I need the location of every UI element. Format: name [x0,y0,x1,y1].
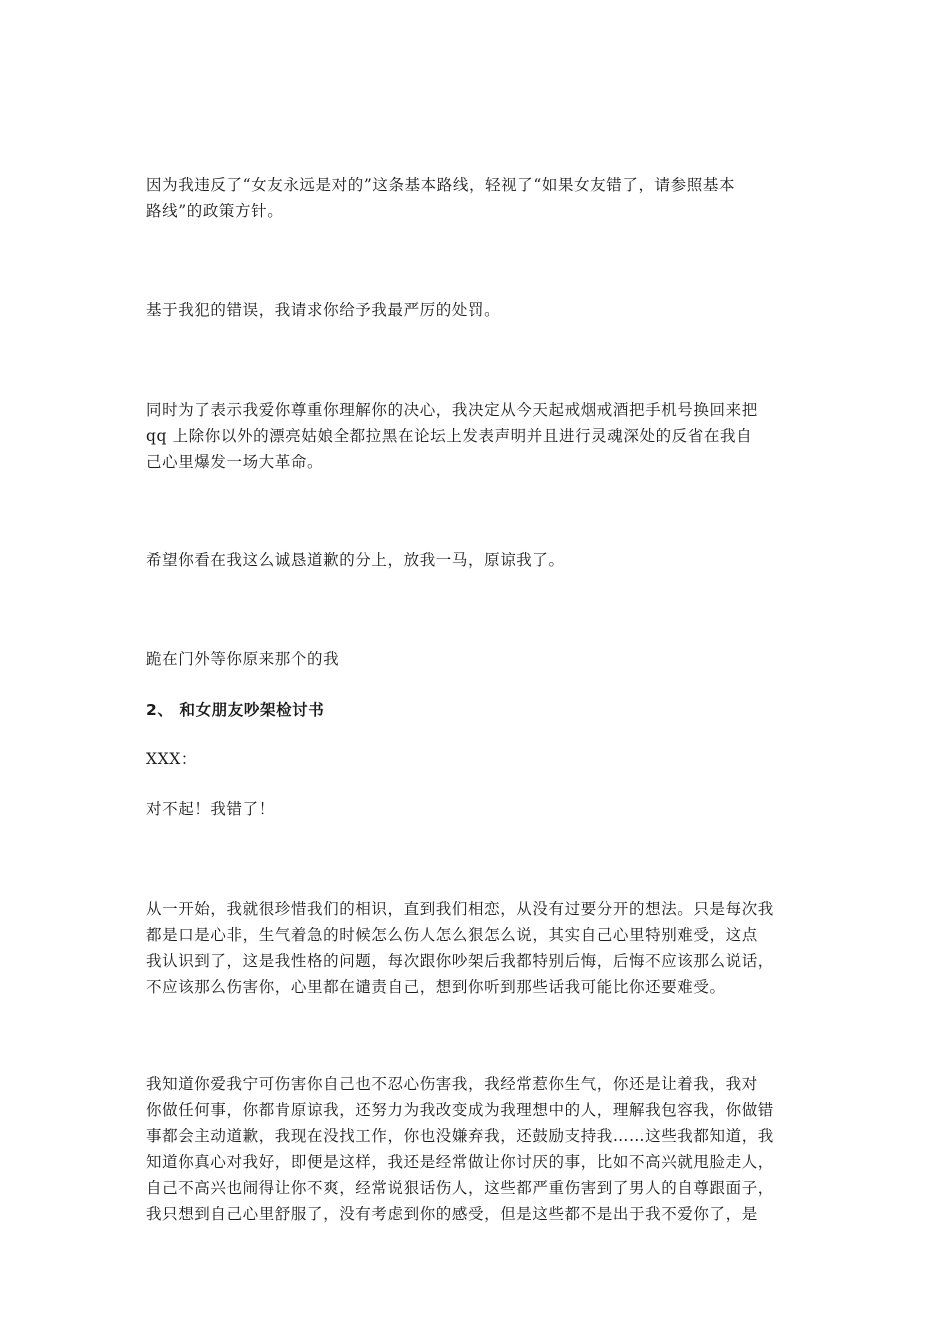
paragraph-forgiveness [146,547,811,573]
section-heading [146,697,811,723]
salutation [146,746,811,772]
paragraph-violation [146,172,811,224]
text-line: 我认识到了，这是我性格的问题，每次跟你吵架后我都特别后悔，后悔不应该那么说话， [146,952,774,970]
text-line: 路线”的政策方针。 [146,202,284,220]
paragraph-punishment [146,297,811,323]
paragraph-resolution [146,397,811,475]
paragraph-gratitude [146,1071,811,1227]
text-line: 事都会主动道歉，我现在没找工作，你也没嫌弃我，还鼓励支持我……这些我都知道，我 [146,1127,774,1145]
text-line: qq 上除你以外的漂亮姑娘全都拉黑在论坛上发表声明并且进行灵魂深处的反省在我自 [146,427,753,445]
text-line: 对不起！我错了！ [146,800,275,818]
text-line: 己心里爆发一场大革命。 [146,453,324,471]
text-line: 因为我违反了“女友永远是对的”这条基本路线，轻视了“如果女友错了，请参照基本 [146,176,736,194]
text-line: 从一开始，我就很珍惜我们的相识，直到我们相恋，从没有过要分开的想法。只是每次我 [146,900,774,918]
text-line: 跪在门外等你原来那个的我 [146,650,340,668]
text-line: 同时为了表示我爱你尊重你理解你的决心，我决定从今天起戒烟戒酒把手机号换回来把 [146,401,758,419]
section-heading-text: 2、 和女朋友吵架检讨书 [146,701,325,719]
text-line: 你做任何事，你都肯原谅我，还努力为我改变成为我理想中的人，理解我包容我，你做错 [146,1101,774,1119]
text-line: 基于我犯的错误，我请求你给予我最严厉的处罚。 [146,301,501,319]
text-line: 不应该那么伤害你，心里都在谴责自己，想到你听到那些话我可能比你还要难受。 [146,978,726,996]
text-line: 我只想到自己心里舒服了，没有考虑到你的感受，但是这些都不是出于我不爱你了，是 [146,1205,758,1223]
text-line: 我知道你爱我宁可伤害你自己也不忍心伤害我，我经常惹你生气，你还是让着我，我对 [146,1075,758,1093]
paragraph-reflection [146,896,811,1000]
text-line: 知道你真心对我好，即便是这样，我还是经常做让你讨厌的事，比如不高兴就甩脸走人， [146,1153,774,1171]
salutation-text: XXX： [146,750,198,768]
paragraph-apology [146,796,811,822]
text-line: 希望你看在我这么诚恳道歉的分上，放我一马，原谅我了。 [146,551,565,569]
text-line: 自己不高兴也闹得让你不爽，经常说狠话伤人，这些都严重伤害到了男人的自尊跟面子， [146,1179,774,1197]
paragraph-signoff [146,646,811,672]
text-line: 都是口是心非，生气着急的时候怎么伤人怎么狠怎么说，其实自己心里特别难受，这点 [146,926,758,944]
